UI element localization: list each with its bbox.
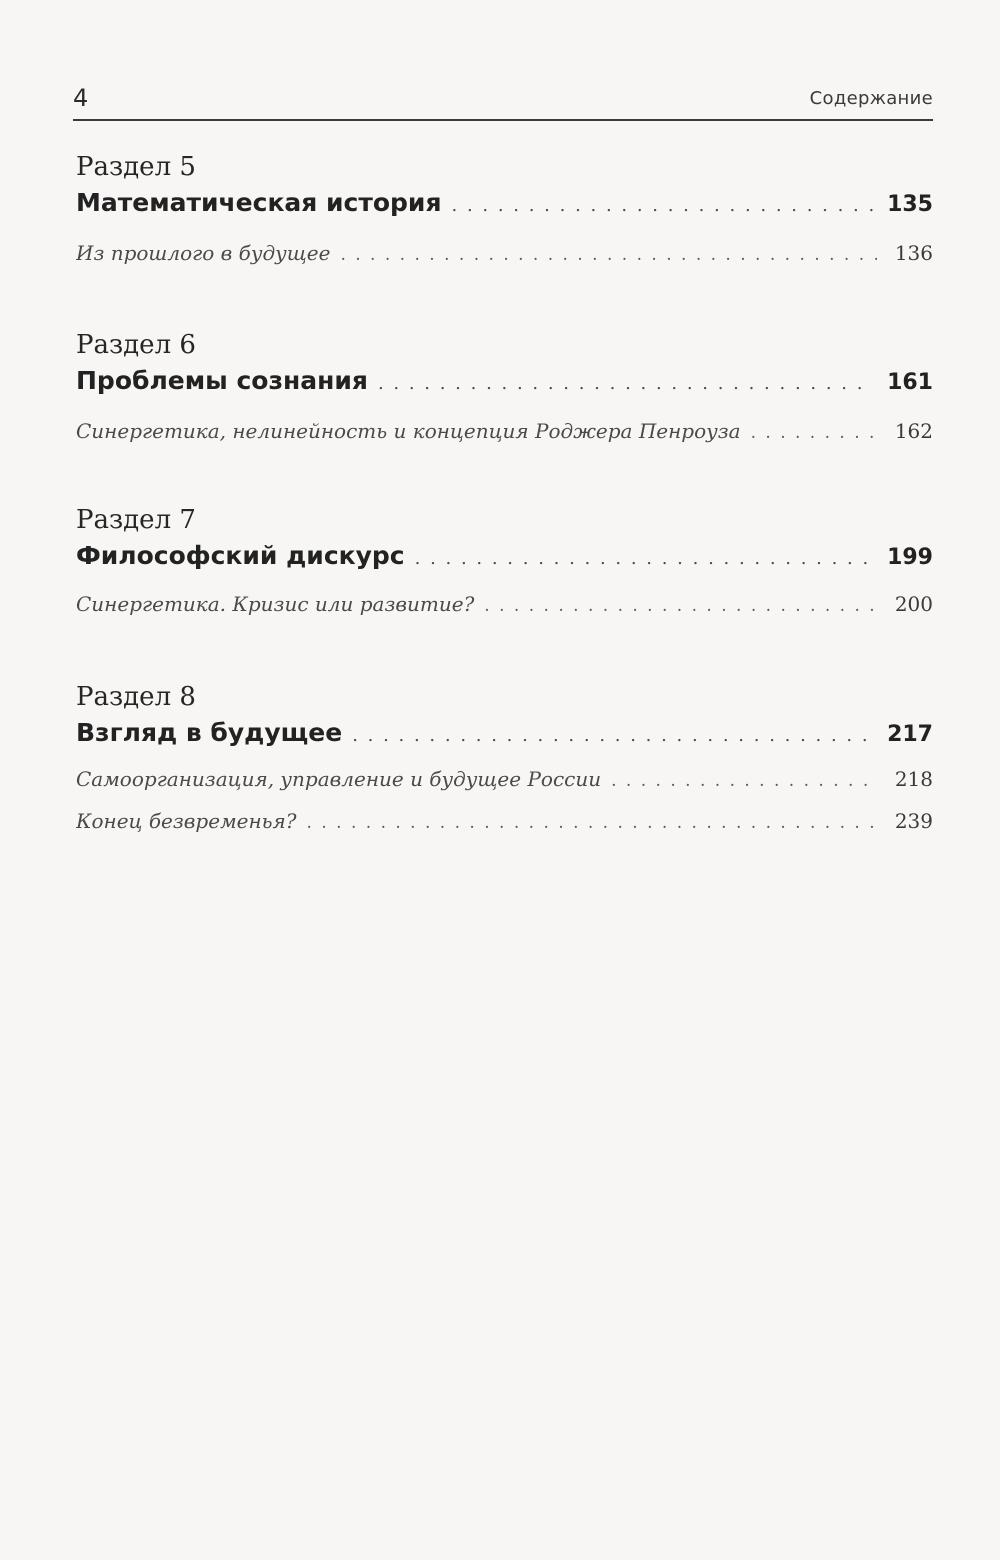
article-page-number: 239	[894, 809, 933, 833]
toc-article-entry[interactable]	[76, 802, 933, 840]
chapter-page-number: 161	[887, 370, 933, 395]
dot-leader	[352, 717, 873, 752]
toc-section	[76, 328, 933, 450]
dot-leader	[452, 187, 874, 222]
dot-leader	[340, 236, 877, 272]
chapter-page-number: 217	[887, 722, 933, 747]
toc-chapter-entry[interactable]	[76, 537, 933, 575]
toc-chapter-entry[interactable]	[76, 184, 933, 222]
chapter-title: Проблемы сознания	[76, 366, 368, 395]
article-title: Синергетика, нелинейность и концепция Роджера Пенроуза	[76, 419, 741, 443]
toc-article-entry[interactable]	[76, 760, 933, 798]
dot-leader	[415, 540, 873, 575]
toc-section	[76, 680, 933, 840]
article-page-number: 136	[894, 241, 933, 265]
article-page-number: 162	[894, 419, 933, 443]
dot-leader	[307, 804, 877, 840]
running-header	[73, 82, 933, 118]
toc-article-entry[interactable]	[76, 585, 933, 623]
section-number: Раздел 8	[76, 682, 196, 712]
toc-article-entry[interactable]	[76, 412, 933, 450]
toc-article-entry[interactable]	[76, 234, 933, 272]
article-page-number: 218	[894, 767, 933, 791]
dot-leader	[611, 762, 877, 798]
article-page-number: 200	[894, 592, 933, 616]
chapter-page-number: 135	[887, 192, 933, 217]
toc-section	[76, 503, 933, 623]
article-title: Самоорганизация, управление и будущее России	[76, 767, 602, 791]
article-title: Конец безвременья?	[76, 809, 297, 833]
chapter-title: Математическая история	[76, 188, 442, 217]
dot-leader	[751, 414, 877, 450]
toc-section	[76, 150, 933, 272]
toc-chapter-entry[interactable]	[76, 714, 933, 752]
article-title: Синергетика. Кризис или развитие?	[76, 592, 475, 616]
toc-chapter-entry[interactable]	[76, 362, 933, 400]
section-number: Раздел 5	[76, 152, 196, 182]
header-rule	[73, 119, 933, 121]
chapter-title: Философский дискурс	[76, 541, 405, 570]
page-number: 4	[73, 84, 89, 112]
dot-leader	[378, 365, 873, 400]
chapter-page-number: 199	[887, 545, 933, 570]
dot-leader	[484, 587, 877, 623]
section-number: Раздел 6	[76, 330, 196, 360]
article-title: Из прошлого в будущее	[76, 241, 331, 265]
section-number: Раздел 7	[76, 505, 196, 535]
running-title: Содержание	[809, 88, 933, 109]
chapter-title: Взгляд в будущее	[76, 718, 343, 747]
